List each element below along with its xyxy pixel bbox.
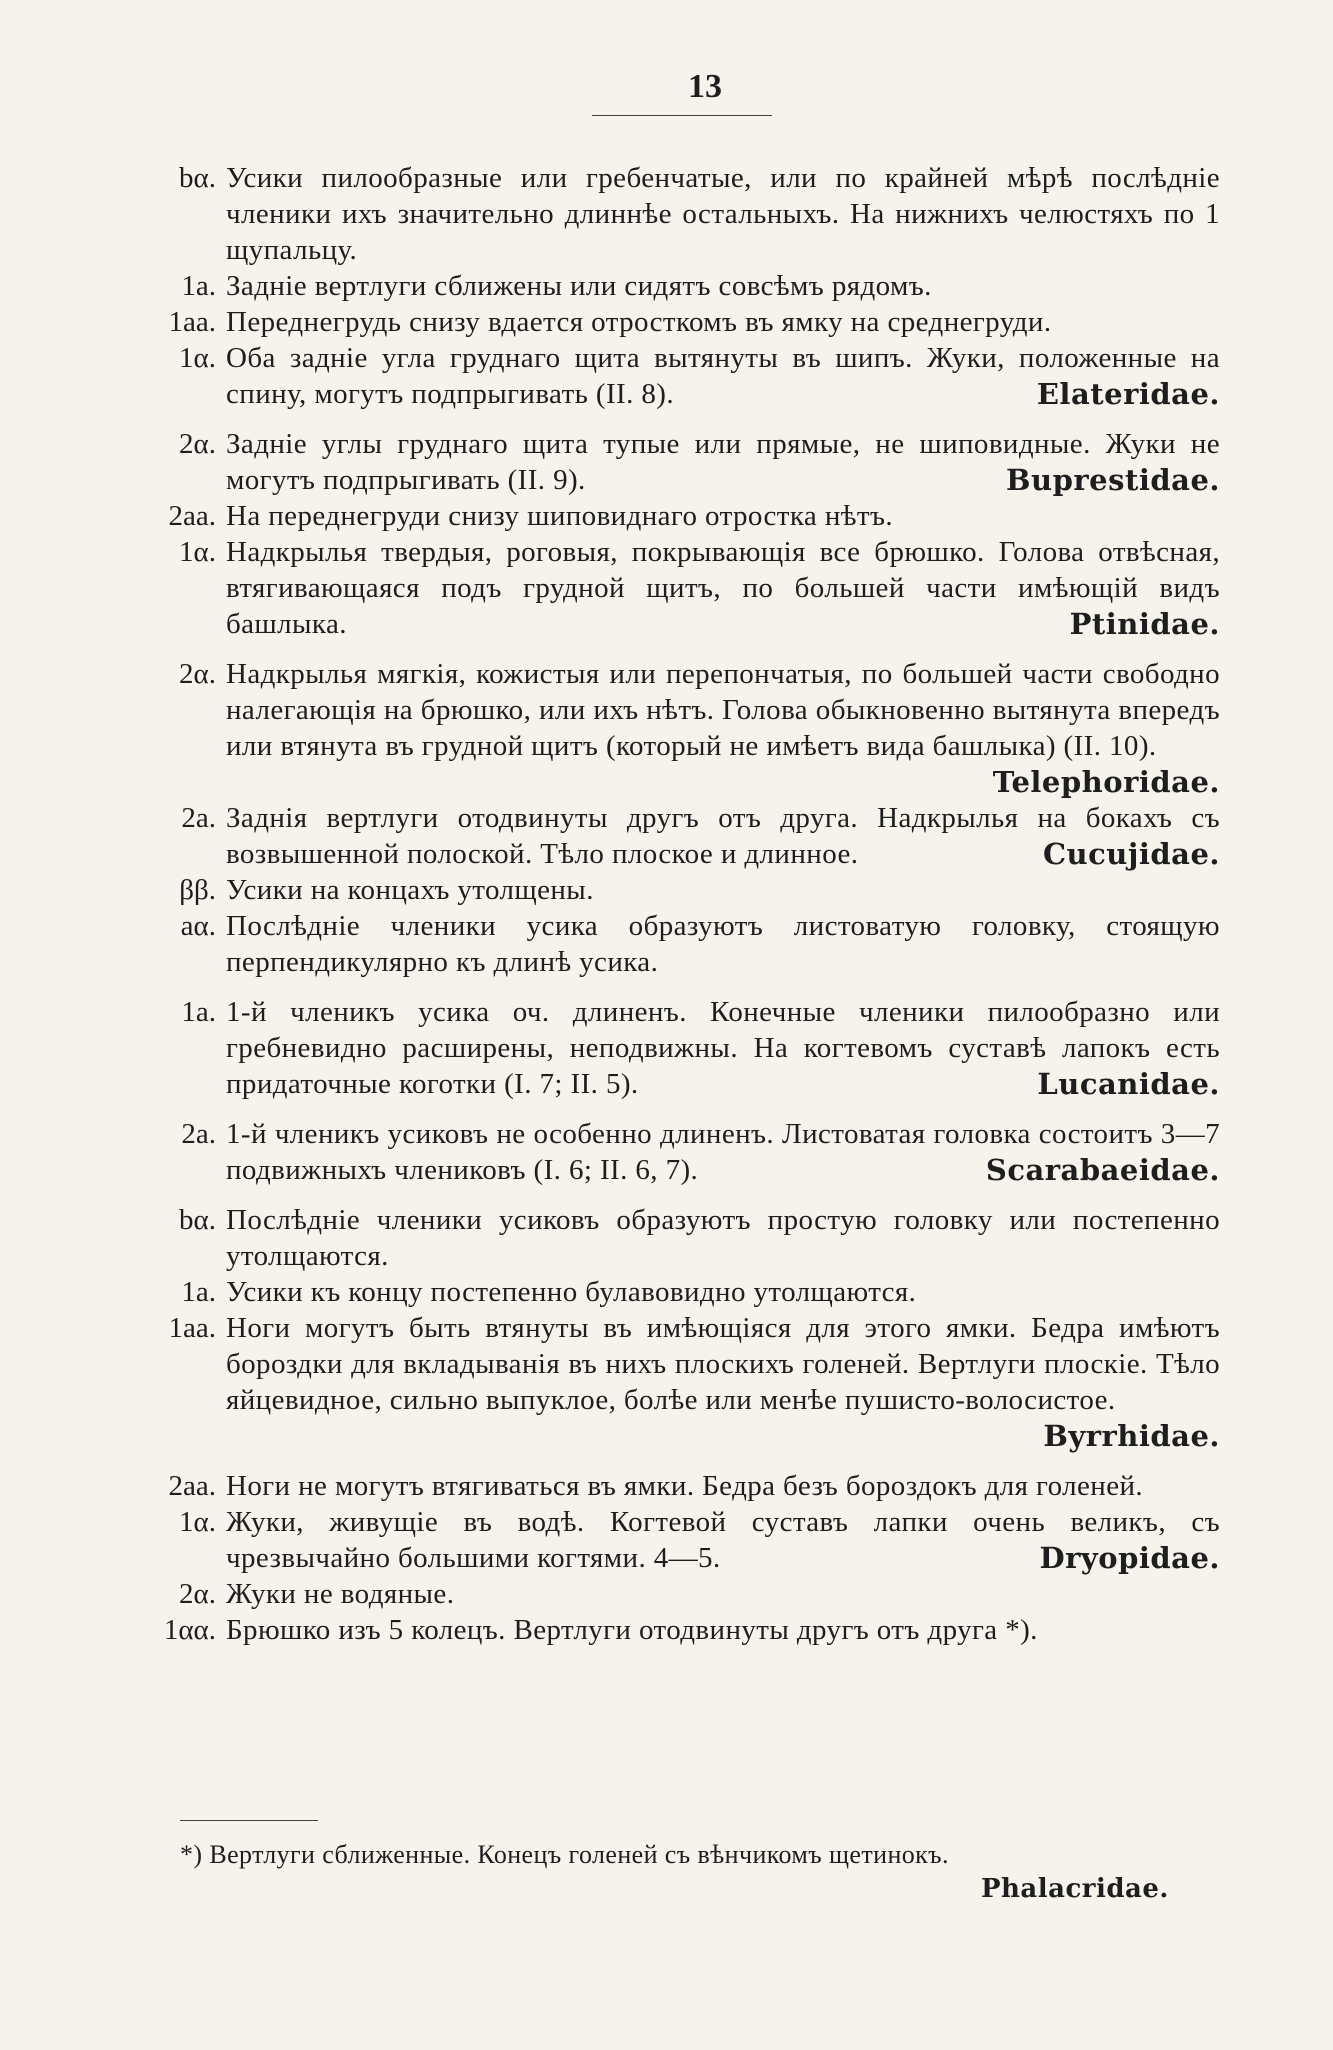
entry-text: Задніе углы груднаго щита тупые или прямые, не шиповидные. Жуки не могутъ подпрыгивать (II. 9). xyxy=(226,428,1220,496)
footnote-divider xyxy=(180,1820,318,1821)
entry-text: Жуки, живущіе въ водѣ. Когтевой суставъ лапки очень великъ, съ чрезвычайно большими когтями. 4—5. xyxy=(226,1506,1220,1574)
entry-text-block xyxy=(226,1504,1220,1576)
entry-text: Брюшко изъ 5 колецъ. Вертлуги отодвинуты другъ отъ друга *). xyxy=(226,1614,1038,1646)
key-entry xyxy=(130,800,1220,872)
family-name: Elateridae. xyxy=(1036,377,1220,411)
page-number-rule xyxy=(592,115,772,116)
entry-text-block xyxy=(226,1612,1220,1648)
entry-text: Ноги не могутъ втягиваться въ ямки. Бедра безъ бороздокъ для голеней. xyxy=(226,1470,1144,1502)
key-entry xyxy=(130,656,1220,800)
entry-text-block xyxy=(226,534,1220,642)
entry-label: 1α. xyxy=(179,536,216,568)
entry-text-block xyxy=(226,1274,1220,1310)
entry-text: Послѣдніе членики усика образуютъ листоватую головку, стоящую перпендикулярно къ длинѣ усика. xyxy=(226,910,1220,978)
entry-label: 1a. xyxy=(181,270,216,302)
entry-label: ββ. xyxy=(179,874,216,906)
entry-text-block xyxy=(226,1468,1220,1504)
key-entries xyxy=(130,160,1220,1648)
key-entry xyxy=(130,304,1220,340)
entry-text: Усики на концахъ утолщены. xyxy=(226,874,594,906)
entry-text-block xyxy=(226,426,1220,498)
footnote-text: *) Вертлуги сближенные. Конецъ голеней съ вѣнчикомъ щетинокъ. xyxy=(180,1840,949,1869)
entry-label: 2aa. xyxy=(168,1470,216,1502)
entry-text-block xyxy=(226,994,1220,1102)
entry-text: Переднегрудь снизу вдается отросткомъ въ ямку на среднегруди. xyxy=(226,306,1052,338)
key-entry xyxy=(130,1202,1220,1274)
entry-text-block xyxy=(226,160,1220,268)
entry-text-block xyxy=(226,1310,1220,1454)
entry-text: На переднегруди снизу шиповиднаго отростка нѣтъ. xyxy=(226,500,894,532)
entry-text: Надкрылья твердыя, роговыя, покрывающія все брюшко. Голова отвѣсная, втягивающаяся подъ грудной щитъ, по большей части имѣющій видъ башлыка. xyxy=(226,536,1220,640)
entry-text-block xyxy=(226,340,1220,412)
entry-label: 1α. xyxy=(179,1506,216,1538)
entry-label: 1a. xyxy=(181,996,216,1028)
entry-text: Заднія вертлуги отодвинуты другъ отъ друга. Надкрылья на бокахъ съ возвышенной полоской. Тѣло плоское и длинное. xyxy=(226,802,1220,870)
entry-label: 2α. xyxy=(179,658,216,690)
family-name: Dryopidae. xyxy=(1039,1541,1220,1575)
entry-text: Оба задніе угла груднаго щита вытянуты въ шипъ. Жуки, положенные на спину, могутъ подпрыгивать (II. 8). xyxy=(226,342,1220,410)
entry-text-block xyxy=(226,304,1220,340)
key-entry xyxy=(130,994,1220,1102)
entry-label: aα. xyxy=(180,910,216,942)
entry-label: 2aa. xyxy=(168,500,216,532)
family-name: Lucanidae. xyxy=(1037,1067,1220,1101)
key-entry xyxy=(130,160,1220,268)
footnote xyxy=(180,1838,1185,1906)
key-entry xyxy=(130,340,1220,412)
entry-label: 1aa. xyxy=(168,1312,216,1344)
entry-label: 2α. xyxy=(179,1578,216,1610)
entry-text-block xyxy=(226,1202,1220,1274)
entry-label: 2a. xyxy=(181,802,216,834)
family-name: Cucujidae. xyxy=(1042,837,1220,871)
entry-label: 2a. xyxy=(181,1118,216,1150)
entry-text-block xyxy=(226,800,1220,872)
entry-text-block xyxy=(226,872,1220,908)
page-number: 13 xyxy=(688,68,722,105)
entry-text: Жуки не водяные. xyxy=(226,1578,455,1610)
key-entry xyxy=(130,268,1220,304)
family-name: Telephoridae. xyxy=(992,765,1220,799)
key-entry xyxy=(130,498,1220,534)
entry-text: Усики къ концу постепенно булавовидно утолщаются. xyxy=(226,1276,917,1308)
entry-text: Послѣдніе членики усиковъ образуютъ простую головку или постепенно утолщаются. xyxy=(226,1204,1220,1272)
key-entry xyxy=(130,1116,1220,1188)
entry-label: bα. xyxy=(179,162,216,194)
entry-label: bα. xyxy=(179,1204,216,1236)
entry-text-block xyxy=(226,1576,1220,1612)
family-name: Scarabaeidae. xyxy=(985,1153,1220,1187)
family-name: Phalacridae. xyxy=(980,1874,1169,1904)
entry-label: 1aa. xyxy=(168,306,216,338)
family-name: Ptinidae. xyxy=(1069,607,1220,641)
entry-text: 1-й членикъ усиковъ не особенно длиненъ. Листоватая головка состоитъ 3—7 подвижныхъ члениковъ (I. 6; II. 6, 7). xyxy=(226,1118,1220,1186)
family-name: Buprestidae. xyxy=(1006,463,1220,497)
entry-text: 1-й членикъ усика оч. длиненъ. Конечные членики пилообразно или гребневидно расширены, неподвижны. На когтевомъ суставѣ лапокъ есть придаточные коготки (I. 7; II. 5). xyxy=(226,996,1220,1100)
key-entry xyxy=(130,1468,1220,1504)
entry-label: 1αα. xyxy=(163,1614,216,1646)
key-entry xyxy=(130,1576,1220,1612)
key-entry xyxy=(130,1310,1220,1454)
footnote-family-name xyxy=(180,1872,1185,1906)
entry-label: 1a. xyxy=(181,1276,216,1308)
entry-text: Усики пилообразные или гребенчатые, или по крайней мѣрѣ послѣдніе членики ихъ значительно длиннѣе остальныхъ. На нижнихъ челюстяхъ по 1 щупальцу. xyxy=(226,162,1220,266)
key-entry xyxy=(130,534,1220,642)
key-entry xyxy=(130,908,1220,980)
entry-text-block xyxy=(226,908,1220,980)
entry-text: Ноги могутъ быть втянуты въ имѣющіяся для этого ямки. Бедра имѣютъ бороздки для вкладыванія въ нихъ плоскихъ голеней. Вертлуги плоскіе. Тѣло яйцевидное, сильно выпуклое, болѣе или менѣе пушисто-волосистое. xyxy=(226,1312,1220,1416)
family-name: Byrrhidae. xyxy=(1043,1419,1220,1453)
entry-text-block xyxy=(226,498,1220,534)
entry-text-block xyxy=(226,1116,1220,1188)
entry-text: Задніе вертлуги сближены или сидятъ совсѣмъ рядомъ. xyxy=(226,270,932,302)
entry-text-block xyxy=(226,268,1220,304)
entry-label: 2α. xyxy=(179,428,216,460)
key-entry xyxy=(130,426,1220,498)
key-entry xyxy=(130,1274,1220,1310)
key-entry xyxy=(130,1504,1220,1576)
key-entry xyxy=(130,872,1220,908)
entry-label: 1α. xyxy=(179,342,216,374)
entry-text: Надкрылья мягкія, кожистыя или перепончатыя, по большей части свободно налегающія на брюшко, или ихъ нѣтъ. Голова обыкновенно вытянута впередъ или втянута въ грудной щитъ (который не имѣетъ вида башлыка) (II. 10). xyxy=(226,658,1220,762)
entry-text-block xyxy=(226,656,1220,800)
key-entry xyxy=(130,1612,1220,1648)
